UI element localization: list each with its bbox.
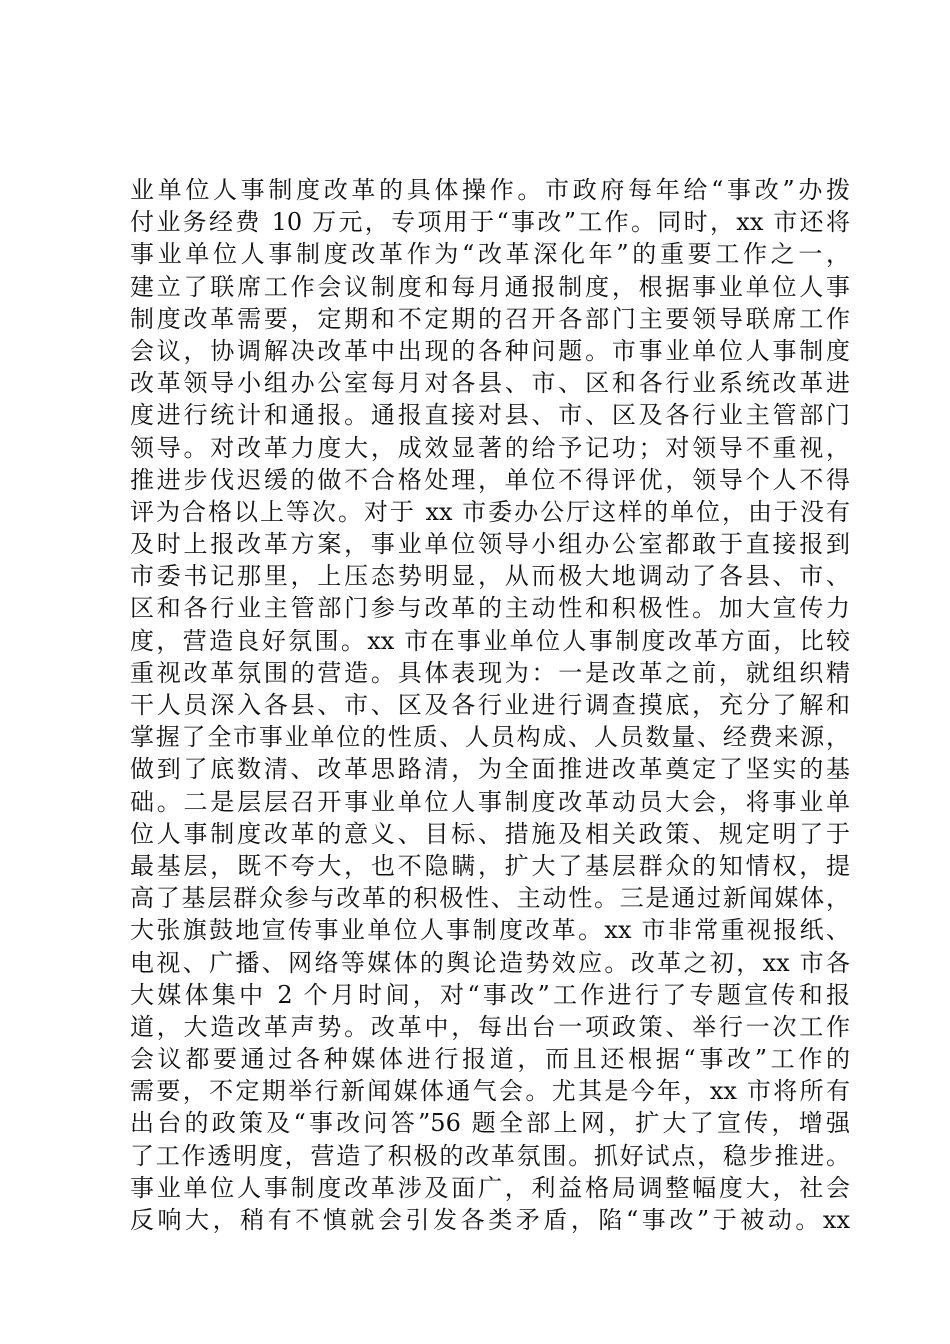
text-line: 高了基层群众参与改革的积极性、主动性。三是通过新闻媒体，	[130, 884, 850, 913]
text-line: 会议都要通过各种媒体进行报道，而且还根据“事改”工作的	[130, 1045, 850, 1074]
text-line: 及时上报改革方案，事业单位领导小组办公室都敢于直接报到	[130, 530, 850, 559]
text-line: 区和各行业主管部门参与改革的主动性和积极性。加大宣传力	[130, 594, 850, 623]
text-line: 重视改革氛围的营造。具体表现为：一是改革之前，就组织精	[130, 658, 850, 687]
text-line: 了工作透明度，营造了积极的改革氛围。抓好试点，稳步推进。	[130, 1141, 850, 1170]
text-line: 掌握了全市事业单位的性质、人员构成、人员数量、经费来源，	[130, 723, 850, 752]
text-line: 会议，协调解决改革中出现的各种问题。市事业单位人事制度	[130, 336, 850, 365]
text-line: 位人事制度改革的意义、目标、措施及相关政策、规定明了于	[130, 819, 850, 848]
text-line: 大张旗鼓地宣传事业单位人事制度改革。xx 市非常重视报纸、	[130, 916, 850, 945]
text-line: 推进步伐迟缓的做不合格处理，单位不得评优，领导个人不得	[130, 465, 850, 494]
text-line: 建立了联席工作会议制度和每月通报制度，根据事业单位人事	[130, 272, 850, 301]
text-line: 大媒体集中 2 个月时间，对“事改”工作进行了专题宣传和报	[130, 980, 850, 1009]
text-line: 干人员深入各县、市、区及各行业进行调查摸底，充分了解和	[130, 691, 850, 719]
text-line: 反响大，稍有不慎就会引发各类矛盾，陷“事改”于被动。xx	[130, 1206, 850, 1234]
text-line: 道，大造改革声势。改革中，每出台一项政策、举行一次工作	[130, 1012, 850, 1041]
text-line: 评为合格以上等次。对于 xx 市委办公厅这样的单位，由于没有	[130, 497, 850, 526]
text-line: 改革领导小组办公室每月对各县、市、区和各行业系统改革进	[130, 369, 850, 398]
document-body	[130, 174, 850, 1236]
text-line: 领导。对改革力度大，成效显著的给予记功；对领导不重视，	[130, 433, 850, 462]
text-line: 度进行统计和通报。通报直接对县、市、区及各行业主管部门	[130, 401, 850, 430]
text-line: 事业单位人事制度改革涉及面广，利益格局调整幅度大，社会	[130, 1173, 850, 1202]
text-line: 付业务经费 10 万元，专项用于“事改”工作。同时，xx 市还将	[130, 208, 850, 237]
text-line: 做到了底数清、改革思路清，为全面推进改革奠定了坚实的基	[130, 755, 850, 784]
text-line: 制度改革需要，定期和不定期的召开各部门主要领导联席工作	[130, 304, 850, 333]
text-line: 需要，不定期举行新闻媒体通气会。尤其是今年，xx 市将所有	[130, 1077, 850, 1106]
text-line: 电视、广播、网络等媒体的舆论造势效应。改革之初，xx 市各	[130, 948, 850, 977]
text-line: 业单位人事制度改革的具体操作。市政府每年给“事改”办拨	[130, 176, 850, 204]
text-line: 最基层，既不夸大，也不隐瞒，扩大了基层群众的知情权，提	[130, 851, 850, 880]
text-line: 度，营造良好氛围。xx 市在事业单位人事制度改革方面，比较	[130, 626, 850, 655]
text-line: 础。二是层层召开事业单位人事制度改革动员大会，将事业单	[130, 787, 850, 816]
text-line: 出台的政策及“事改问答”56 题全部上网，扩大了宣传，增强	[130, 1109, 850, 1138]
text-line: 事业单位人事制度改革作为“改革深化年”的重要工作之一，	[130, 240, 850, 269]
text-line: 市委书记那里，上压态势明显，从而极大地调动了各县、市、	[130, 562, 850, 591]
